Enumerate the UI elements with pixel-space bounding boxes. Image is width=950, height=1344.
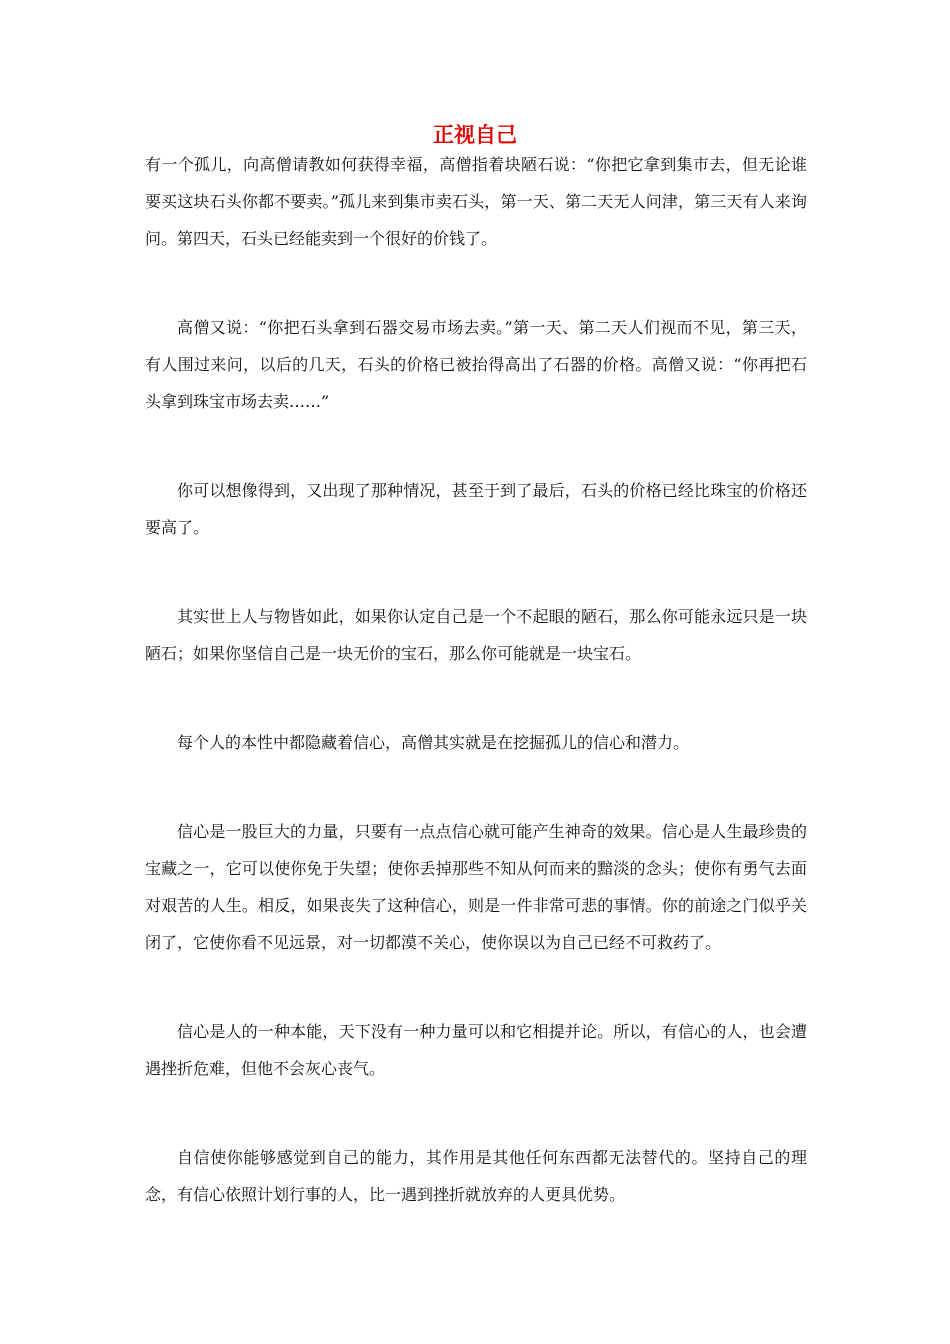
document-body	[145, 146, 807, 1265]
paragraph-5: 每个人的本性中都隐藏着信心，高僧其实就是在挖掘孤儿的信心和潜力。	[177, 733, 690, 752]
document-title: 正视自己	[433, 123, 517, 147]
paragraph-4: 其实世上人与物皆如此，如果你认定自己是一个不起眼的陋石，那么你可能永远只是一块陋石；如果你坚信自己是一块无价的宝石，那么你可能就是一块宝石。	[145, 607, 807, 663]
paragraph-1: 有一个孤儿，向高僧请教如何获得幸福，高僧指着块陋石说：“你把它拿到集市去，但无论谁要买这块石头你都不要卖。”孤儿来到集市卖石头，第一天、第二天无人问津，第三天有人来询问。第四天，石头已经能卖到一个很好的价钱了。	[145, 155, 807, 248]
paragraph-6: 信心是一股巨大的力量，只要有一点点信心就可能产生神奇的效果。信心是人生最珍贵的宝藏之一，它可以使你免于失望；使你丢掉那些不知从何而来的黯淡的念头；使你有勇气去面对艰苦的人生。相反，如果丧失了这种信心，则是一件非常可悲的事情。你的前途之门似乎关闭了，它使你看不见远景，对一切都漠不关心，使你误以为自己已经不可救药了。	[145, 822, 807, 952]
paragraph-7: 信心是人的一种本能，天下没有一种力量可以和它相提并论。所以，有信心的人，也会遭遇挫折危难，但他不会灰心丧气。	[145, 1022, 807, 1078]
paragraph-2: 高僧又说：“你把石头拿到石器交易市场去卖。”第一天、第二天人们视而不见，第三天，有人围过来问，以后的几天，石头的价格已被抬得高出了石器的价格。高僧又说：“你再把石头拿到珠宝市场去卖……”	[145, 318, 807, 411]
paragraph-3: 你可以想像得到，又出现了那种情况，甚至于到了最后，石头的价格已经比珠宝的价格还要高了。	[145, 481, 807, 537]
paragraph-8: 自信使你能够感觉到自己的能力，其作用是其他任何东西都无法替代的。坚持自己的理念，有信心依照计划行事的人，比一遇到挫折就放弃的人更具优势。	[145, 1148, 807, 1204]
